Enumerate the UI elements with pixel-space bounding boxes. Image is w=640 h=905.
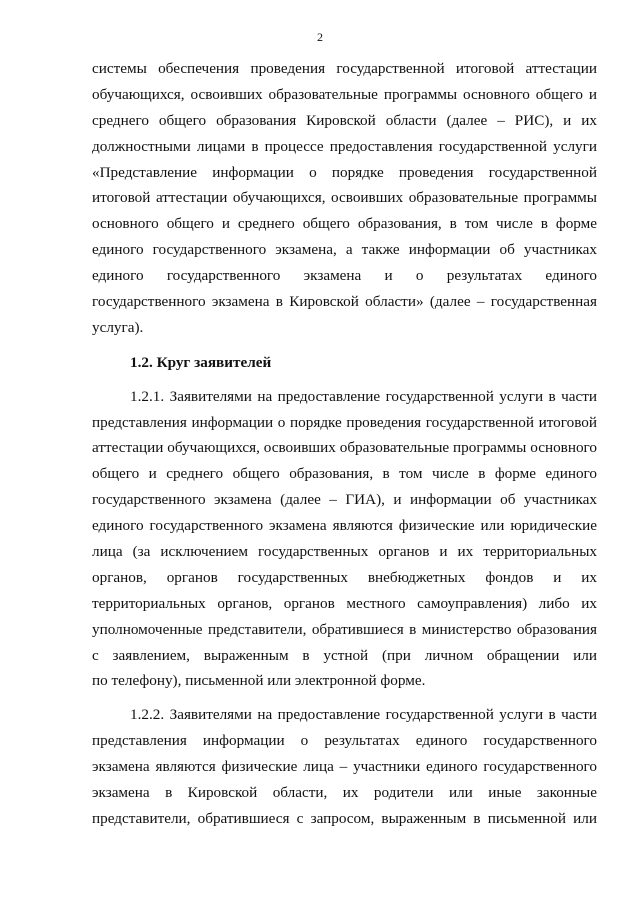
text-line: экзамена в Кировской области, их родители или иные законные (92, 784, 597, 802)
paragraph-1-2-1 (92, 384, 597, 695)
paragraph-ris-description (92, 56, 597, 341)
text-line: аттестации обучающихся, освоивших образовательные программы основного (92, 439, 597, 457)
text-line: представления информации о результатах единого государственного (92, 732, 597, 750)
body-text (92, 56, 597, 832)
text-line: единого государственного экзамена являются физические или юридические (92, 517, 597, 535)
text-line: экзамена являются физические лица – участники единого государственного (92, 758, 597, 776)
text-line: общего и среднего общего образования, в том числе в форме единого (92, 465, 597, 483)
text-line: территориальных органов, органов местного самоуправления) либо их (92, 594, 597, 612)
text-line: системы обеспечения проведения государственной итоговой аттестации (92, 60, 597, 77)
paragraph-1-2-2 (92, 702, 597, 831)
page-number: 2 (317, 30, 323, 44)
section-heading: 1.2. Круг заявителей (130, 353, 272, 371)
text-line: представления информации о порядке проведения государственной итоговой (92, 413, 597, 431)
text-line: единого государственного экзамена, а также информации об участниках (92, 241, 597, 259)
text-line: представители, обратившиеся с запросом, выраженным в письменной или (92, 809, 597, 827)
text-line: по телефону), письменной или электронной форме. (92, 672, 426, 690)
text-line: уполномоченные представители, обратившиеся в министерство образования (92, 620, 597, 638)
text-line: органов, органов государственных внебюджетных фондов и их (92, 568, 597, 586)
text-line: 1.2.1. Заявителями на предоставление государственной услуги в части (130, 387, 597, 405)
text-line: 1.2.2. Заявителями на предоставление государственной услуги в части (130, 706, 597, 724)
text-line: обучающихся, освоивших образовательные программы основного общего и (92, 85, 597, 103)
paragraph-gap (92, 694, 597, 702)
text-line: государственного экзамена (далее – ГИА), и информации об участниках (92, 491, 597, 509)
text-line: лица (за исключением государственных органов и их территориальных (92, 543, 597, 561)
text-line: должностными лицами в процессе предоставления государственной услуги (92, 137, 597, 155)
text-line: государственного экзамена в Кировской области» (далее – государственная (92, 293, 597, 311)
text-line: итоговой аттестации обучающихся, освоивших образовательные программы (92, 189, 597, 207)
text-line: среднего общего образования Кировской области (далее – РИС), и их (92, 111, 597, 129)
text-line: «Представление информации о порядке проведения государственной (92, 163, 597, 181)
text-line: единого государственного экзамена и о результатах единого (92, 267, 597, 285)
text-line: основного общего и среднего общего образования, в том числе в форме (92, 215, 597, 233)
text-line: с заявлением, выраженным в устной (при личном обращении или (92, 646, 597, 664)
text-line: услуга). (92, 318, 144, 336)
